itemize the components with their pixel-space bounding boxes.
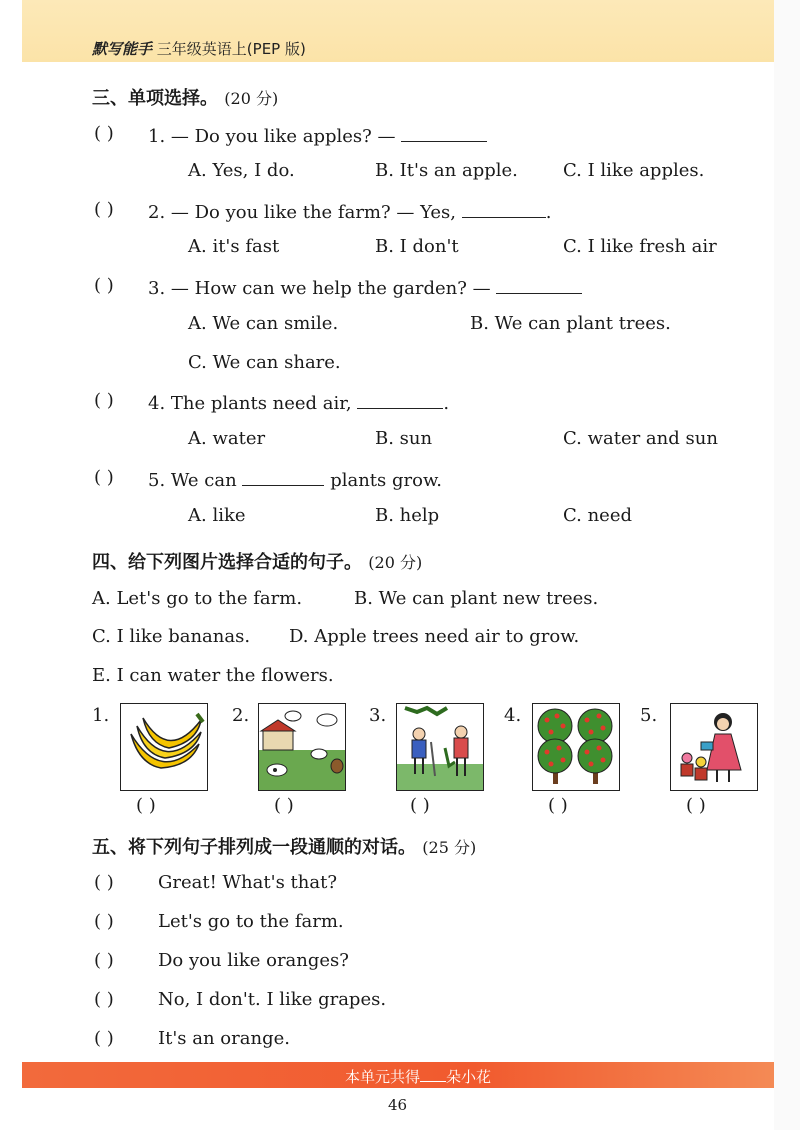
picture-1-number: 1. [92,705,110,726]
q5-option-b: B. help [375,505,440,526]
q1-option-b: B. It's an apple. [375,160,518,181]
picture-2-number: 2. [232,705,250,726]
tree-crown-3 [538,739,572,773]
girl-face [717,718,729,730]
header-title [92,38,306,59]
q2-option-c: C. I like fresh air [563,236,717,257]
dialogue-line-5: It's an orange. [158,1028,290,1049]
boy-body [412,740,426,758]
order-paren-1[interactable]: ( ) [94,872,114,893]
question-1 [148,123,487,147]
ground [397,764,483,790]
question-3-stem: 3. — How can we help the garden? — [148,278,491,299]
dialogue-line-2: Let's go to the farm. [158,911,344,932]
picture-2-answer[interactable]: ( ) [274,795,294,816]
question-4 [148,390,449,414]
farm-image [259,704,345,790]
sentence-b: B. We can plant new trees. [354,588,599,609]
order-paren-2[interactable]: ( ) [94,911,114,932]
apple-trees-image [533,704,619,790]
sentence-c: C. I like bananas. [92,626,251,647]
q2-option-a: A. it's fast [188,236,280,257]
picture-5-watering [670,703,758,791]
flower-2 [696,757,706,767]
picture-3-answer[interactable]: ( ) [410,795,430,816]
section4-score: (20 分) [368,553,423,572]
page-number: 46 [388,1096,408,1114]
q1-option-a: A. Yes, I do. [188,160,295,181]
book-name: 三年级英语上(PEP 版) [156,40,306,58]
q4-option-c: C. water and sun [563,428,718,449]
q3-option-b: B. We can plant trees. [470,313,671,334]
section4-heading: 四、给下列图片选择合适的句子。 [92,552,362,573]
section3-score: (20 分) [224,89,279,108]
picture-5-answer[interactable]: ( ) [686,795,706,816]
dog [331,759,343,773]
answer-paren-q2[interactable]: ( ) [94,199,114,220]
sheep [311,749,327,759]
series-name: 默写能手 [92,40,153,58]
q2-option-b: B. I don't [375,236,459,257]
question-2-stem: 2. — Do you like the farm? — Yes, [148,202,457,223]
dialogue-line-4: No, I don't. I like grapes. [158,989,387,1010]
page-edge [774,0,800,1130]
girl-body [454,738,468,758]
sentence-e: E. I can water the flowers. [92,665,334,686]
cloud-2 [317,714,337,726]
flower-pot-2 [695,768,707,780]
sentence-a: A. Let's go to the farm. [92,588,303,609]
order-paren-4[interactable]: ( ) [94,989,114,1010]
tree-crown-1 [538,709,572,743]
tree-crown-2 [578,709,612,743]
farm-house [263,730,293,750]
sentence-d: D. Apple trees need air to grow. [289,626,580,647]
bananas-image [121,704,207,790]
dialogue-line-1: Great! What's that? [158,872,337,893]
answer-paren-q4[interactable]: ( ) [94,390,114,411]
answer-blank-q3[interactable] [496,275,582,294]
section5-score: (25 分) [422,838,477,857]
answer-blank-q2[interactable] [462,199,546,218]
tree-crown-4 [578,739,612,773]
picture-3-planting [396,703,484,791]
answer-blank-q1[interactable] [401,123,487,142]
flower-count [345,1066,491,1087]
farm-roof [261,720,295,731]
flower-1 [682,753,692,763]
question-2 [148,199,551,223]
picture-1-answer[interactable]: ( ) [136,795,156,816]
q5-option-a: A. like [188,505,246,526]
banana-stem [197,714,203,722]
answer-paren-q3[interactable]: ( ) [94,275,114,296]
girl-head [455,726,467,738]
footer-label: 本单元共得 [345,1068,421,1086]
planting-image [397,704,483,790]
q4-option-a: A. water [188,428,266,449]
question-2-period: . [545,202,552,223]
q4-option-b: B. sun [375,428,433,449]
section3-title [92,84,278,110]
girl-dress [707,734,741,770]
boy-head [413,728,425,740]
section3-heading: 三、单项选择。 [92,88,218,109]
q5-option-c: C. need [563,505,632,526]
picture-3-number: 3. [369,705,387,726]
q3-option-a: A. We can smile. [188,313,339,334]
watering-image [671,704,757,790]
section5-title [92,833,476,859]
question-1-stem: 1. — Do you like apples? — [148,126,396,147]
q1-option-c: C. I like apples. [563,160,705,181]
question-3 [148,275,582,299]
question-5-stem: 5. We can [148,470,237,491]
picture-1-bananas [120,703,208,791]
section4-title [92,548,422,574]
picture-5-number: 5. [640,705,658,726]
question-4-period: . [443,393,450,414]
answer-paren-q5[interactable]: ( ) [94,467,114,488]
dialogue-line-3: Do you like oranges? [158,950,349,971]
cloud-1 [285,711,301,721]
answer-blank-q4[interactable] [357,390,443,409]
picture-4-number: 4. [504,705,522,726]
footer-unit: 朵小花 [446,1068,492,1086]
picture-4-answer[interactable]: ( ) [548,795,568,816]
flower-count-blank[interactable] [420,1067,446,1082]
question-4-stem: 4. The plants need air, [148,393,352,414]
question-5-tail: plants grow. [330,470,442,491]
question-5 [148,467,442,491]
picture-2-farm [258,703,346,791]
answer-paren-q1[interactable]: ( ) [94,123,114,144]
order-paren-5[interactable]: ( ) [94,1028,114,1049]
answer-blank-q5[interactable] [242,467,324,486]
tree-leaves [405,708,447,714]
flower-pot-1 [681,764,693,776]
section5-heading: 五、将下列句子排列成一段通顺的对话。 [92,837,416,858]
q3-option-c: C. We can share. [188,352,341,373]
picture-4-apple-trees [532,703,620,791]
order-paren-3[interactable]: ( ) [94,950,114,971]
watering-can [701,742,713,750]
